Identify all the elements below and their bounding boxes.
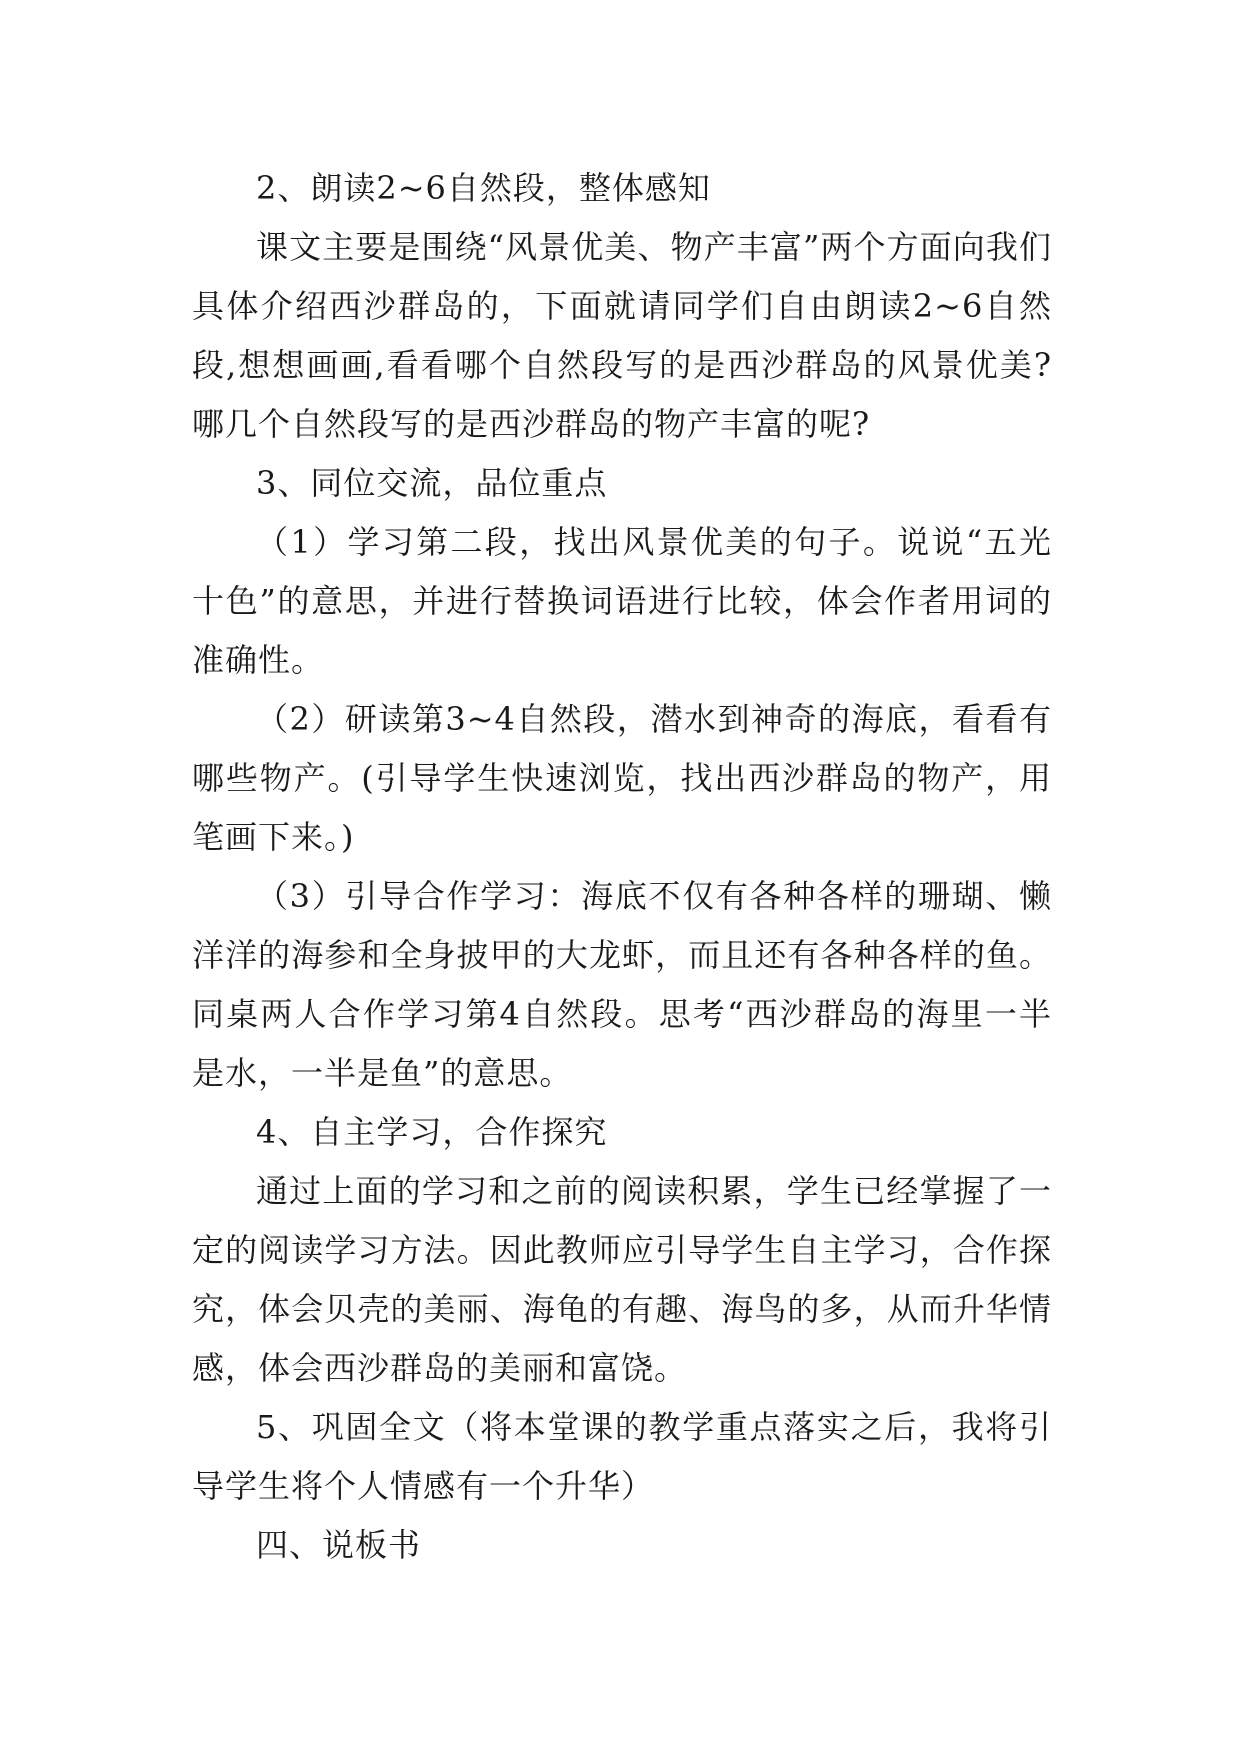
section-heading-board: 四、说板书 (256, 1526, 422, 1564)
paragraph-step-2: （2）研读第3~4自然段，潜水到神奇的海底，看看有哪些物产。(引导学生快速浏览，找出西沙群岛的物产，用笔画下来。) (192, 700, 1052, 856)
section-heading-self-study: 4、自主学习，合作探究 (256, 1113, 608, 1151)
paragraph-self-study: 通过上面的学习和之前的阅读积累，学生已经掌握了一定的阅读学习方法。因此教师应引导学生自主学习，合作探究，体会贝壳的美丽、海龟的有趣、海鸟的多，从而升华情感，体会西沙群岛的美丽和富饶。 (192, 1172, 1052, 1387)
paragraph-step-1: （1）学习第二段，找出风景优美的句子。说说“五光十色”的意思，并进行替换词语进行比较，体会作者用词的准确性。 (192, 523, 1052, 679)
section-heading-exchange: 3、同位交流，品位重点 (256, 464, 608, 502)
section-heading-consolidate: 5、巩固全文（将本堂课的教学重点落实之后，我将引导学生将个人情感有一个升华） (192, 1408, 1052, 1505)
document-body (192, 159, 1052, 1575)
paragraph-intro: 课文主要是围绕“风景优美、物产丰富”两个方面向我们具体介绍西沙群岛的，下面就请同学们自由朗读2~6自然段,想想画画,看看哪个自然段写的是西沙群岛的风景优美?哪几个自然段写的是西沙群岛的物产丰富的呢? (192, 228, 1052, 443)
section-heading-reading: 2、朗读2~6自然段，整体感知 (256, 169, 711, 207)
paragraph-step-3: （3）引导合作学习：海底不仅有各种各样的珊瑚、懒洋洋的海参和全身披甲的大龙虾，而且还有各种各样的鱼。同桌两人合作学习第4自然段。思考“西沙群岛的海里一半是水，一半是鱼”的意思。 (192, 877, 1052, 1092)
